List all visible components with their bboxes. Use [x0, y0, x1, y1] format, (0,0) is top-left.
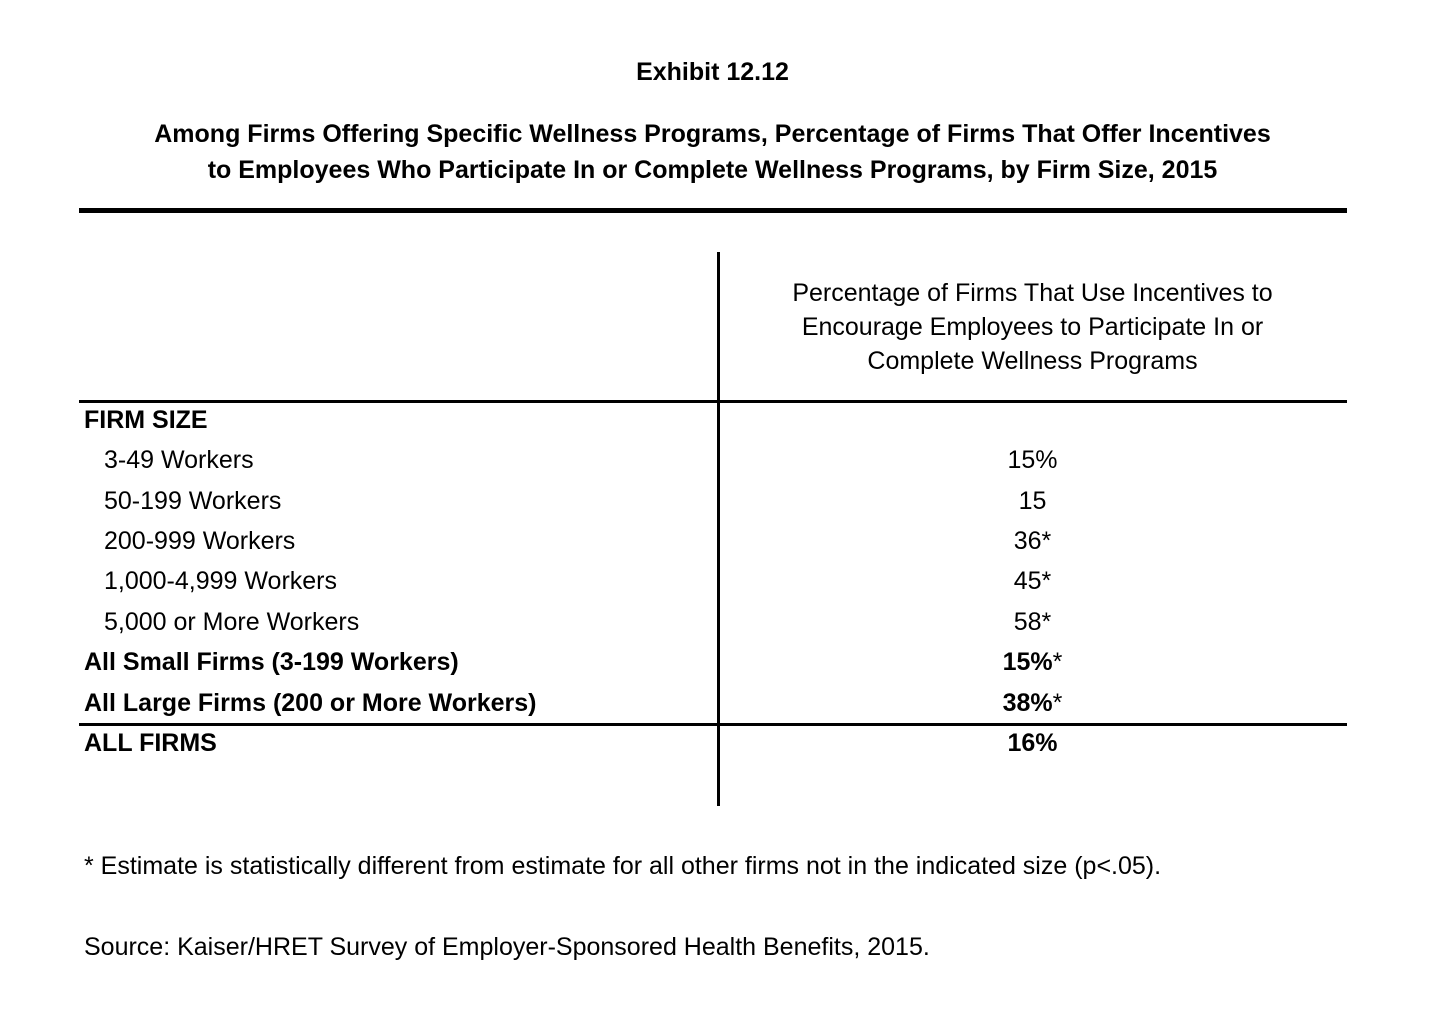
section-label: FIRM SIZE: [84, 406, 208, 434]
column-header-line-1: Percentage of Firms That Use Incentives to: [792, 279, 1273, 307]
row-label: All Large Firms (200 or More Workers): [84, 689, 537, 717]
table-row: [0, 521, 1453, 561]
column-header: [720, 276, 1345, 378]
table-row: [0, 602, 1453, 642]
row-value: 15: [1018, 487, 1047, 515]
row-label: 200-999 Workers: [104, 527, 296, 555]
footnote: * Estimate is statistically different from estimate for all other firms not in the indicated size (p<.05).: [84, 852, 1162, 880]
row-value: 15%: [1007, 446, 1058, 474]
column-header-line-2: Encourage Employees to Participate In or: [801, 313, 1264, 341]
top-rule: [79, 208, 1347, 213]
title-line-1: Among Firms Offering Specific Wellness Programs, Percentage of Firms That Offer Incentives: [154, 120, 1271, 148]
row-value: 36*: [1013, 527, 1052, 555]
exhibit-label: Exhibit 12.12: [636, 58, 789, 86]
table-row: [0, 481, 1453, 521]
section-row: [0, 400, 1453, 440]
row-label: ALL FIRMS: [84, 729, 217, 757]
table-row: [0, 440, 1453, 480]
row-label: 50-199 Workers: [104, 487, 282, 515]
table-row: [0, 561, 1453, 601]
exhibit-title: [0, 116, 1425, 188]
significance-mark: *: [1052, 648, 1063, 676]
table-row-small-firms: [0, 642, 1453, 682]
row-value: 16%: [1007, 729, 1058, 757]
row-label: 5,000 or More Workers: [104, 608, 360, 636]
table-row-all-firms: [0, 723, 1453, 763]
significance-mark: *: [1052, 689, 1063, 717]
table-row-large-firms: [0, 683, 1453, 723]
source-note: Source: Kaiser/HRET Survey of Employer-Sponsored Health Benefits, 2015.: [84, 933, 930, 961]
row-value: 58*: [1013, 608, 1052, 636]
title-line-2: to Employees Who Participate In or Complete Wellness Programs, by Firm Size, 2015: [207, 156, 1218, 184]
row-value: 45*: [1013, 567, 1052, 595]
row-value: 38%: [1002, 689, 1053, 717]
row-value-cell: [720, 683, 1345, 723]
row-label: 1,000-4,999 Workers: [104, 567, 337, 595]
row-label: 3-49 Workers: [104, 446, 254, 474]
row-value-cell: [720, 642, 1345, 682]
row-label: All Small Firms (3-199 Workers): [84, 648, 459, 676]
row-value: 15%: [1002, 648, 1053, 676]
column-header-line-3: Complete Wellness Programs: [867, 347, 1198, 375]
